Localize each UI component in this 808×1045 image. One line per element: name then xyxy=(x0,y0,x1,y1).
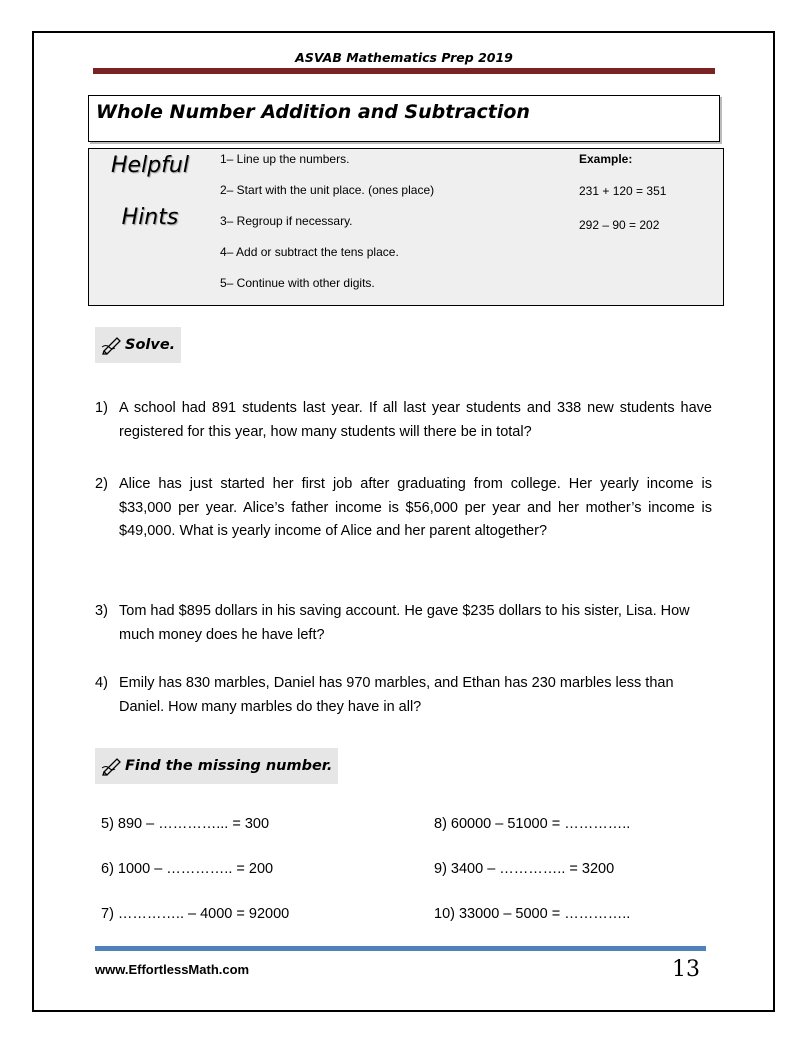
running-header: ASVAB Mathematics Prep 2019 xyxy=(295,50,513,65)
hint-item: 2– Start with the unit place. (ones place) xyxy=(220,183,435,197)
problem-number: 2) xyxy=(95,476,108,492)
section-title-box xyxy=(88,95,720,142)
pen-writing-icon xyxy=(101,335,123,355)
problem-number: 3) xyxy=(95,603,108,619)
hint-item: 1– Line up the numbers. xyxy=(220,152,350,166)
example-item: 292 – 90 = 202 xyxy=(579,218,660,232)
hint-item: 5– Continue with other digits. xyxy=(220,276,375,290)
solve-label-text: Solve. xyxy=(125,337,176,353)
section-title: Whole Number Addition and Subtraction xyxy=(96,101,530,123)
equation-item: 10) 33000 – 5000 = ………….. xyxy=(434,906,631,922)
problem-text: Alice has just started her first job after graduating from college. Her yearly income is $33,000 per year. Alice’s father income is $56,000 per year and her mother’s income is $49,000. What is yearly income of Alice and her parent altogether? xyxy=(119,476,712,539)
problem-text: Tom had $895 dollars in his saving account. He gave $235 dollars to his sister, Lisa. How much money does he have left? xyxy=(119,603,690,643)
pen-writing-icon xyxy=(101,756,123,776)
example-item: 231 + 120 = 351 xyxy=(579,184,667,198)
problem-text: A school had 891 students last year. If all last year students and 338 new students have registered for this year, how many students will there be in total? xyxy=(119,400,712,440)
header-rule xyxy=(93,68,715,74)
problem-item xyxy=(95,672,712,719)
page-number: 13 xyxy=(672,957,700,982)
missing-number-label xyxy=(95,748,338,784)
example-label: Example: xyxy=(579,152,633,166)
missing-number-label-text: Find the missing number. xyxy=(125,758,333,774)
helpful-hints-box xyxy=(88,148,724,306)
problem-item xyxy=(95,600,712,647)
equation-item: 9) 3400 – ………….. = 3200 xyxy=(434,861,615,877)
equation-item: 7) ………….. – 4000 = 92000 xyxy=(101,906,290,922)
problem-text: Emily has 830 marbles, Daniel has 970 marbles, and Ethan has 230 marbles less than Daniel. How many marbles do they have in all? xyxy=(119,675,674,715)
problem-number: 4) xyxy=(95,675,108,691)
solve-label xyxy=(95,327,181,363)
hints-label-line2: Hints xyxy=(121,205,179,230)
problem-number: 1) xyxy=(95,400,108,416)
equation-item: 8) 60000 – 51000 = ………….. xyxy=(434,816,631,832)
equation-item: 5) 890 – …………... = 300 xyxy=(101,816,270,832)
problem-item xyxy=(95,397,712,444)
footer-rule xyxy=(95,946,706,951)
footer-website: www.EffortlessMath.com xyxy=(95,962,250,977)
hints-label-line1: Helpful xyxy=(111,153,189,178)
problem-item xyxy=(95,473,712,544)
hint-item: 3– Regroup if necessary. xyxy=(220,214,353,228)
hint-item: 4– Add or subtract the tens place. xyxy=(220,245,399,259)
equation-item: 6) 1000 – ………….. = 200 xyxy=(101,861,274,877)
